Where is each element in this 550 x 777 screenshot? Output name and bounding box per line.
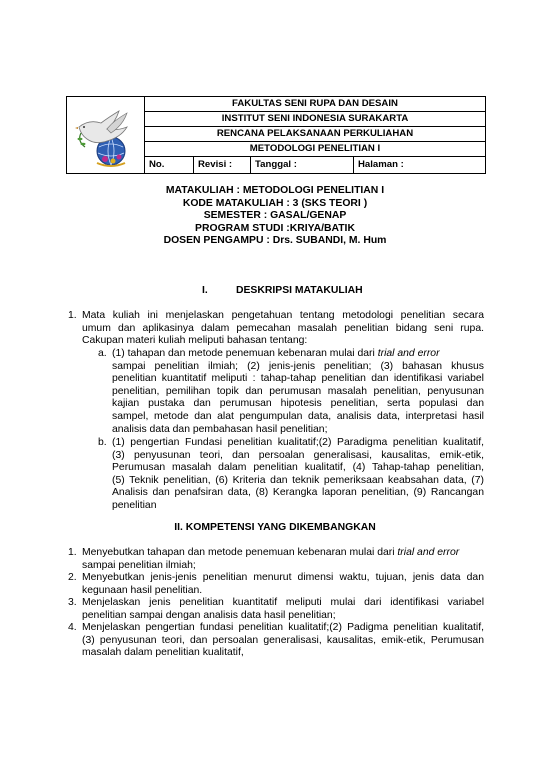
- institute-logo-icon: [67, 97, 143, 173]
- intro-line: Mata kuliah ini menjelaskan pengetahuan tentang metodologi penelitian secara: [82, 310, 484, 321]
- competency-item: [68, 622, 484, 660]
- competency-line: sampai penelitian ilmiah;: [82, 559, 196, 571]
- section1-title: DESKRIPSI MATAKULIAH: [236, 285, 363, 296]
- competency-line: Menyebutkan jenis-jenis penelitian menurut dimensi waktu, tujuan, jenis data dan: [82, 572, 484, 583]
- subitem-b-line: Perumusan masalah dalam penelitian kualitatif, (4) Tahap-tahap penelitian,: [112, 462, 484, 474]
- subitem-b-line: (5) Teknik penelitian, (6) Kriteria dan teknik pemeriksaan keabsahan data, (7): [112, 474, 484, 486]
- competency-number: 2.: [68, 572, 77, 583]
- competency-line: Menjelaskan jenis penelitian kuantitatif meliputi mulai dari identifikasi variabel: [82, 597, 484, 608]
- competency-item: [68, 597, 484, 622]
- subitem-b-line: penelitian: [112, 499, 157, 511]
- prodi-line: PROGRAM STUDI :KRIYA/BATIK: [195, 222, 355, 234]
- dosen-line: DOSEN PENGAMPU : Drs. SUBANDI, M. Hum: [163, 235, 387, 247]
- subitem-b-line: (1) pengertian Fundasi penelitian kualitatif;(2) Paradigma penelitian kualitatif,: [112, 437, 484, 448]
- semester-line: SEMESTER : GASAL/GENAP: [203, 210, 347, 222]
- section1-item-number: 1.: [68, 310, 77, 321]
- competency-line: kegunaan hasil penelitian.: [82, 584, 203, 596]
- subitem-a-line: sampai penelitian ilmiah; (2) jenis-jenis penelitian; (3) bahasan khusus: [112, 360, 484, 372]
- subitem-a-line: analisis data dan pembahasan hasil penelitian;: [112, 423, 328, 435]
- header-table: [66, 96, 486, 174]
- competency-line: Menjelaskan pengertian fundasi penelitian kualitatif;(2) Padigma penelitian kualitatif,: [82, 622, 484, 633]
- section1-number: I.: [202, 285, 208, 296]
- subitem-a-line: (1) tahapan dan metode penemuan kebenaran mulai dari trial and error: [112, 348, 440, 359]
- subitem-a: [98, 348, 484, 436]
- competency-number: 1.: [68, 547, 77, 558]
- competency-number: 4.: [68, 622, 77, 633]
- subitem-a-line: penelitian kuantitatif meliputi : tahap-tahap penelitian dan identifikasi variabel: [112, 373, 484, 385]
- competency-line: Menyebutkan tahapan dan metode penemuan kebenaran mulai dari trial and error: [82, 547, 460, 558]
- faculty-name: FAKULTAS SENI RUPA DAN DESAIN: [145, 97, 485, 112]
- revisi-label: Revisi :: [193, 157, 250, 173]
- course-info: [0, 185, 550, 248]
- no-label: No.: [149, 159, 165, 170]
- meta-row: [145, 157, 485, 173]
- course-title: METODOLOGI PENELITIAN I: [145, 142, 485, 157]
- subitem-b: [98, 437, 484, 513]
- competency-line: masalah dalam penelitian kualitatif,: [82, 647, 244, 659]
- trial-and-error-text: trial and error: [377, 348, 440, 359]
- section1-item: [68, 310, 484, 348]
- subitem-a-line: kajian pustaka dan perumusan hipotesis penelitian, serta populasi dan: [112, 398, 484, 410]
- competency-line: (3) penyusunan teori, dan persoalan generalisasi, kausalitas, emik-etik, Perumusan: [82, 634, 484, 646]
- intro-line: Cakupan materi kuliah meliputi bahasan tentang:: [82, 335, 308, 347]
- document-type: RENCANA PELAKSANAAN PERKULIAHAN: [145, 127, 485, 142]
- subitem-b-line: (3) penyusunan teori, dan persoalan generalisasi, kausalitas, emik-etik,: [112, 449, 484, 461]
- competency-item: [68, 547, 484, 572]
- section2-title: II. KOMPETENSI YANG DIKEMBANGKAN: [174, 522, 376, 533]
- intro-line: umum dan aplikasinya dalam pemecahan masalah penelitian bidang seni rupa.: [82, 322, 484, 334]
- trial-and-error-text: trial and error: [397, 547, 460, 558]
- subitem-b-label: b.: [98, 437, 107, 448]
- institute-name: INSTITUT SENI INDONESIA SURAKARTA: [145, 112, 485, 127]
- subitem-a-line: penelitian, pemilihan topik dan perumusan masalah penelitian, penyusunan: [112, 385, 484, 397]
- subitem-a-label: a.: [98, 348, 107, 359]
- subitem-b-line: Analisis dan penafsiran data, (8) Kerangka laporan penelitian, (9) Rancangan: [112, 487, 484, 499]
- competency-line: penelitian sampai dengan analisis data hasil penelitian;: [82, 609, 336, 621]
- kode-line: KODE MATAKULIAH : 3 (SKS TEORI ): [182, 197, 368, 209]
- subitem-a-line: sampel, metode dan alat pengumpulan data, analisis data, interpretasi hasil: [112, 410, 484, 422]
- halaman-label: Halaman :: [353, 157, 485, 173]
- competency-item: [68, 572, 484, 597]
- logo-cell: [67, 97, 145, 173]
- matakuliah-line: MATAKULIAH : METODOLOGI PENELITIAN I: [165, 185, 385, 196]
- tanggal-label: Tanggal :: [250, 157, 353, 173]
- competency-number: 3.: [68, 597, 77, 608]
